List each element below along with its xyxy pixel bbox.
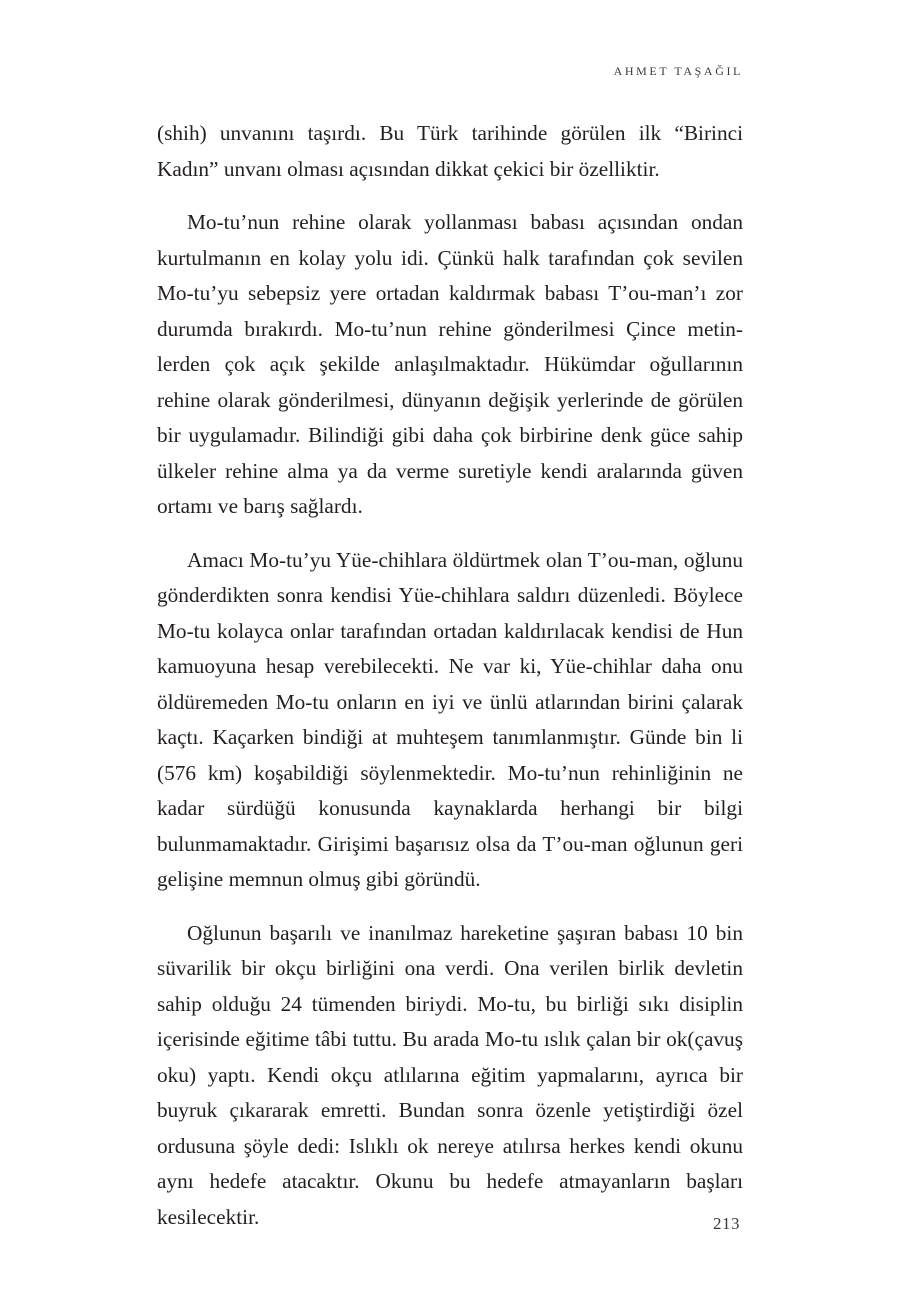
running-head: AHMET TAŞAĞIL [613,64,743,78]
paragraph-3: Amacı Mo-tu’yu Yüe-chihlara öldürtmek olan T’ou-man, oğlunu gönderdikten sonra kendisi Yüe-chihlara saldırı düzenledi. Böylece Mo-tu kolayca onlar tarafından ortadan kaldırılacak kendisi de Hun kamuoyuna hesap verebilecekti. Ne var ki, Yüe-chihlar daha onu öldüremeden Mo-tu onların en iyi ve ünlü atlarından birini çalarak kaçtı. Kaçarken bindiği at muhteşem tanımlanmıştır. Günde bin li (576 km) koşabildiği söylenmektedir. Mo-tu’nun rehinliğinin ne kadar sürdüğü konusunda kaynaklarda herhangi bir bilgi bulunmamaktadır. Girişimi başarısız olsa da T’ou-man oğlunun geri gelişine memnun olmuş gibi göründü. [157,547,743,891]
paragraph-1: (shih) unvanını taşırdı. Bu Türk tarihinde görülen ilk “Birinci Kadın” unvanı olması açısından dikkat çekici bir özelliktir. [157,121,743,181]
page-number: 213 [713,1214,740,1233]
paragraph-2: Mo-tu’nun rehine olarak yollanması babası açısından ondan kurtulmanın en kolay yolu idi. Çünkü halk tarafından çok sevilen Mo-tu’yu sebepsiz yere ortadan kaldırmak babası T’ou-man’ı zor durumda bırakırdı. Mo-tu’nun rehine gönderilmesi Çince metinlerden çok açık şekilde anlaşılmaktadır. Hükümdar oğullarının rehine olarak gönderilmesi, dünyanın değişik yerlerinde de görülen bir uygulamadır. Bilindiği gibi daha çok birbirine denk güce sahip ülkeler rehine alma ya da verme suretiyle kendi aralarında güven ortamı ve barış sağlardı. [157,210,743,518]
body-text [157,116,743,1253]
paragraph-4: Oğlunun başarılı ve inanılmaz hareketine şaşıran babası 10 bin süvarilik bir okçu birliğini ona verdi. Ona verilen birlik devletin sahip olduğu 24 tümenden biriydi. Mo-tu, bu birliği sıkı disiplin içerisinde eğitime tâbi tuttu. Bu arada Mo-tu ıslık çalan bir ok(çavuş oku) yaptı. Kendi okçu atlılarına eğitim yapmalarını, ayrıca bir buyruk çıkararak emretti. Bundan sonra özenle yetiştirdiği özel ordusuna şöyle dedi: Islıklı ok nereye atılırsa herkes kendi okunu aynı hedefe atacaktır. Okunu bu hedefe atmayanların başları kesilecektir. [157,920,743,1229]
